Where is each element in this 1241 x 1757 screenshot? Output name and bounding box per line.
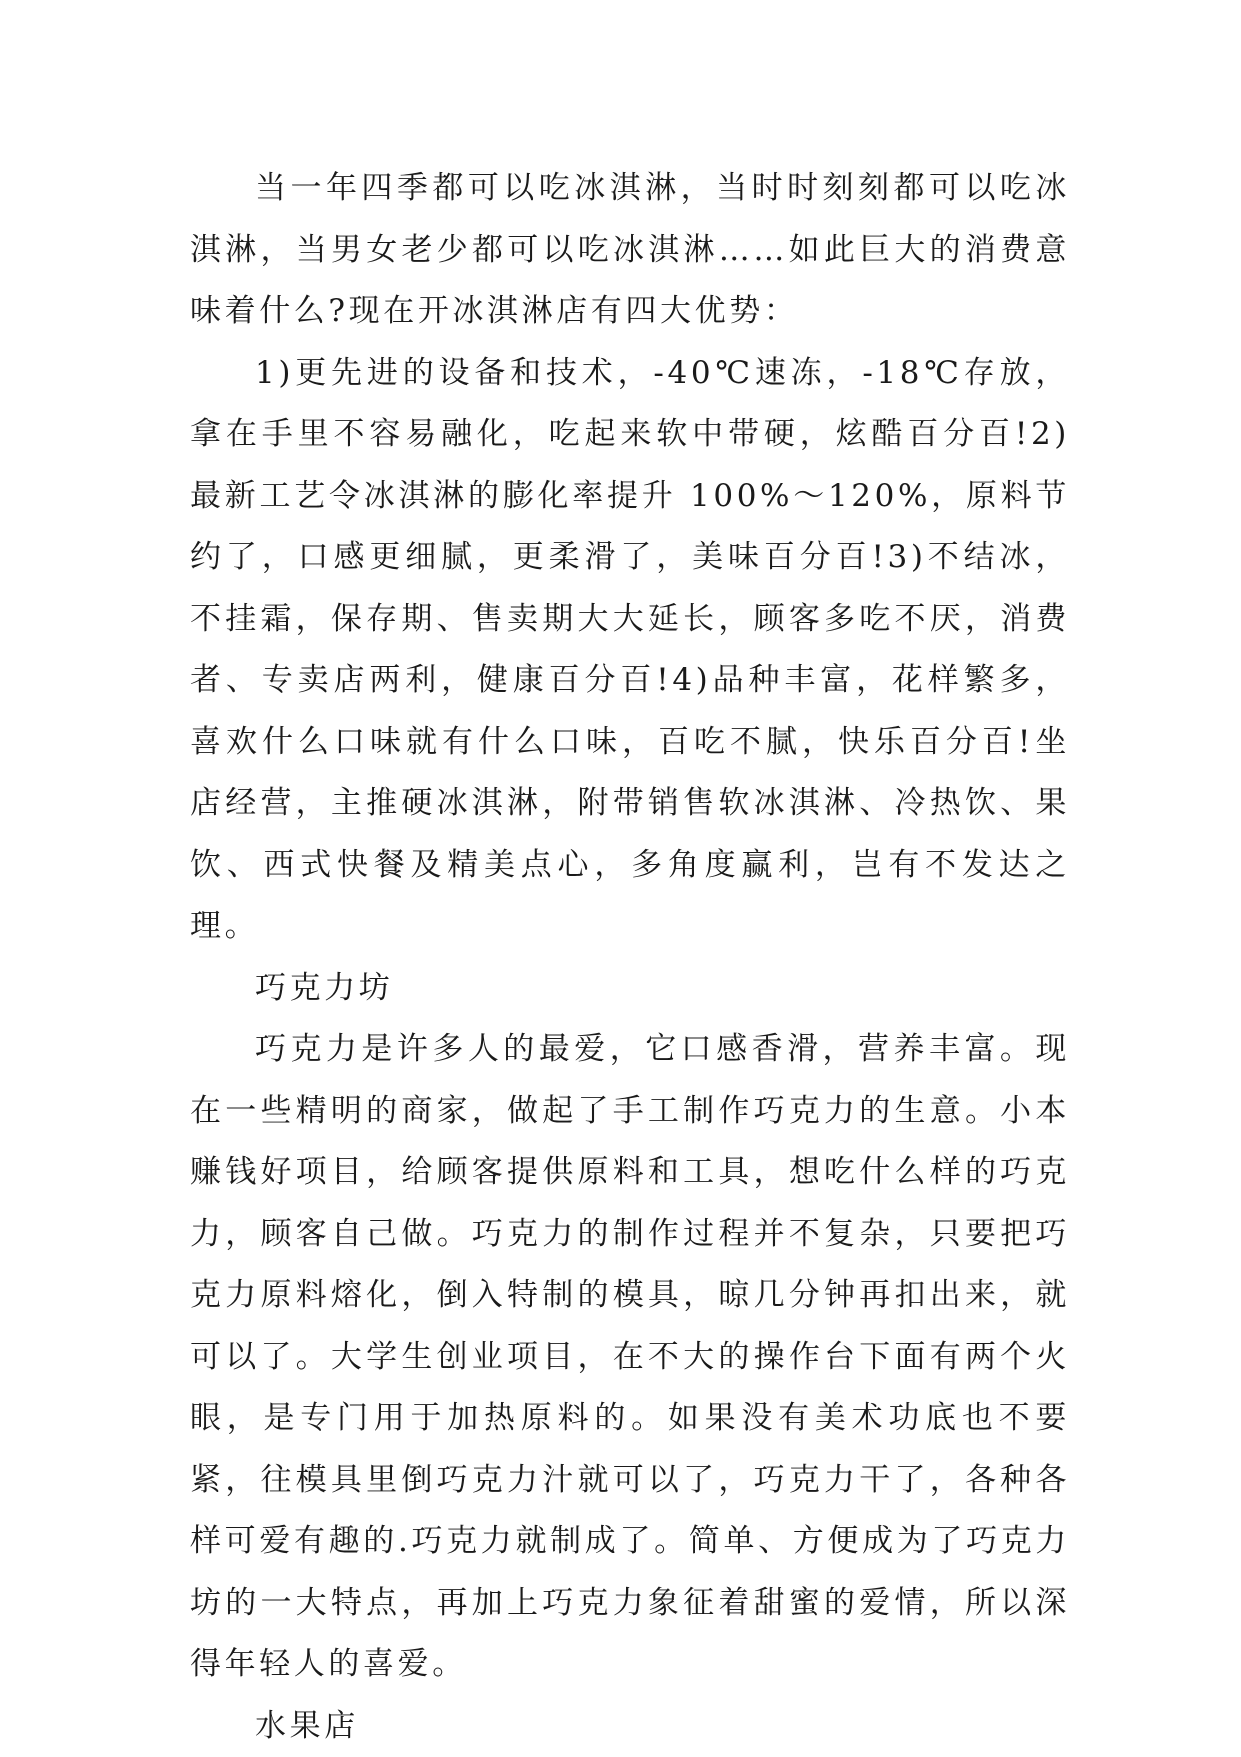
paragraph-chocolate-shop: 巧克力是许多人的最爱，它口感香滑，营养丰富。现在一些精明的商家，做起了手工制作巧克力的生意。小本赚钱好项目，给顾客提供原料和工具，想吃什么样的巧克力，顾客自己做。巧克力的制作过程并不复杂，只要把巧克力原料熔化，倒入特制的模具，晾几分钟再扣出来，就可以了。大学生创业项目，在不大的操作台下面有两个火眼，是专门用于加热原料的。如果没有美术功底也不要紧，往模具里倒巧克力汁就可以了，巧克力干了，各种各样可爱有趣的.巧克力就制成了。简单、方便成为了巧克力坊的一大特点，再加上巧克力象征着甜蜜的爱情，所以深得年轻人的喜爱。 — [190, 1019, 1070, 1696]
section-heading-fruit-shop: 水果店 — [190, 1696, 1070, 1757]
document-body — [190, 158, 1070, 1757]
section-heading-chocolate-shop: 巧克力坊 — [190, 958, 1070, 1020]
paragraph-ice-cream-intro: 当一年四季都可以吃冰淇淋，当时时刻刻都可以吃冰淇淋，当男女老少都可以吃冰淇淋……如此巨大的消费意味着什么?现在开冰淇淋店有四大优势： — [190, 158, 1070, 343]
paragraph-ice-cream-advantages: 1)更先进的设备和技术，-40℃速冻，-18℃存放，拿在手里不容易融化，吃起来软中带硬，炫酷百分百!2)最新工艺令冰淇淋的膨化率提升 100%～120%，原料节约了，口感更细腻，更柔滑了，美味百分百!3)不结冰，不挂霜，保存期、售卖期大大延长，顾客多吃不厌，消费者、专卖店两利，健康百分百!4)品种丰富，花样繁多，喜欢什么口味就有什么口味，百吃不腻，快乐百分百!坐店经营，主推硬冰淇淋，附带销售软冰淇淋、冷热饮、果饮、西式快餐及精美点心，多角度赢利，岂有不发达之理。 — [190, 343, 1070, 958]
